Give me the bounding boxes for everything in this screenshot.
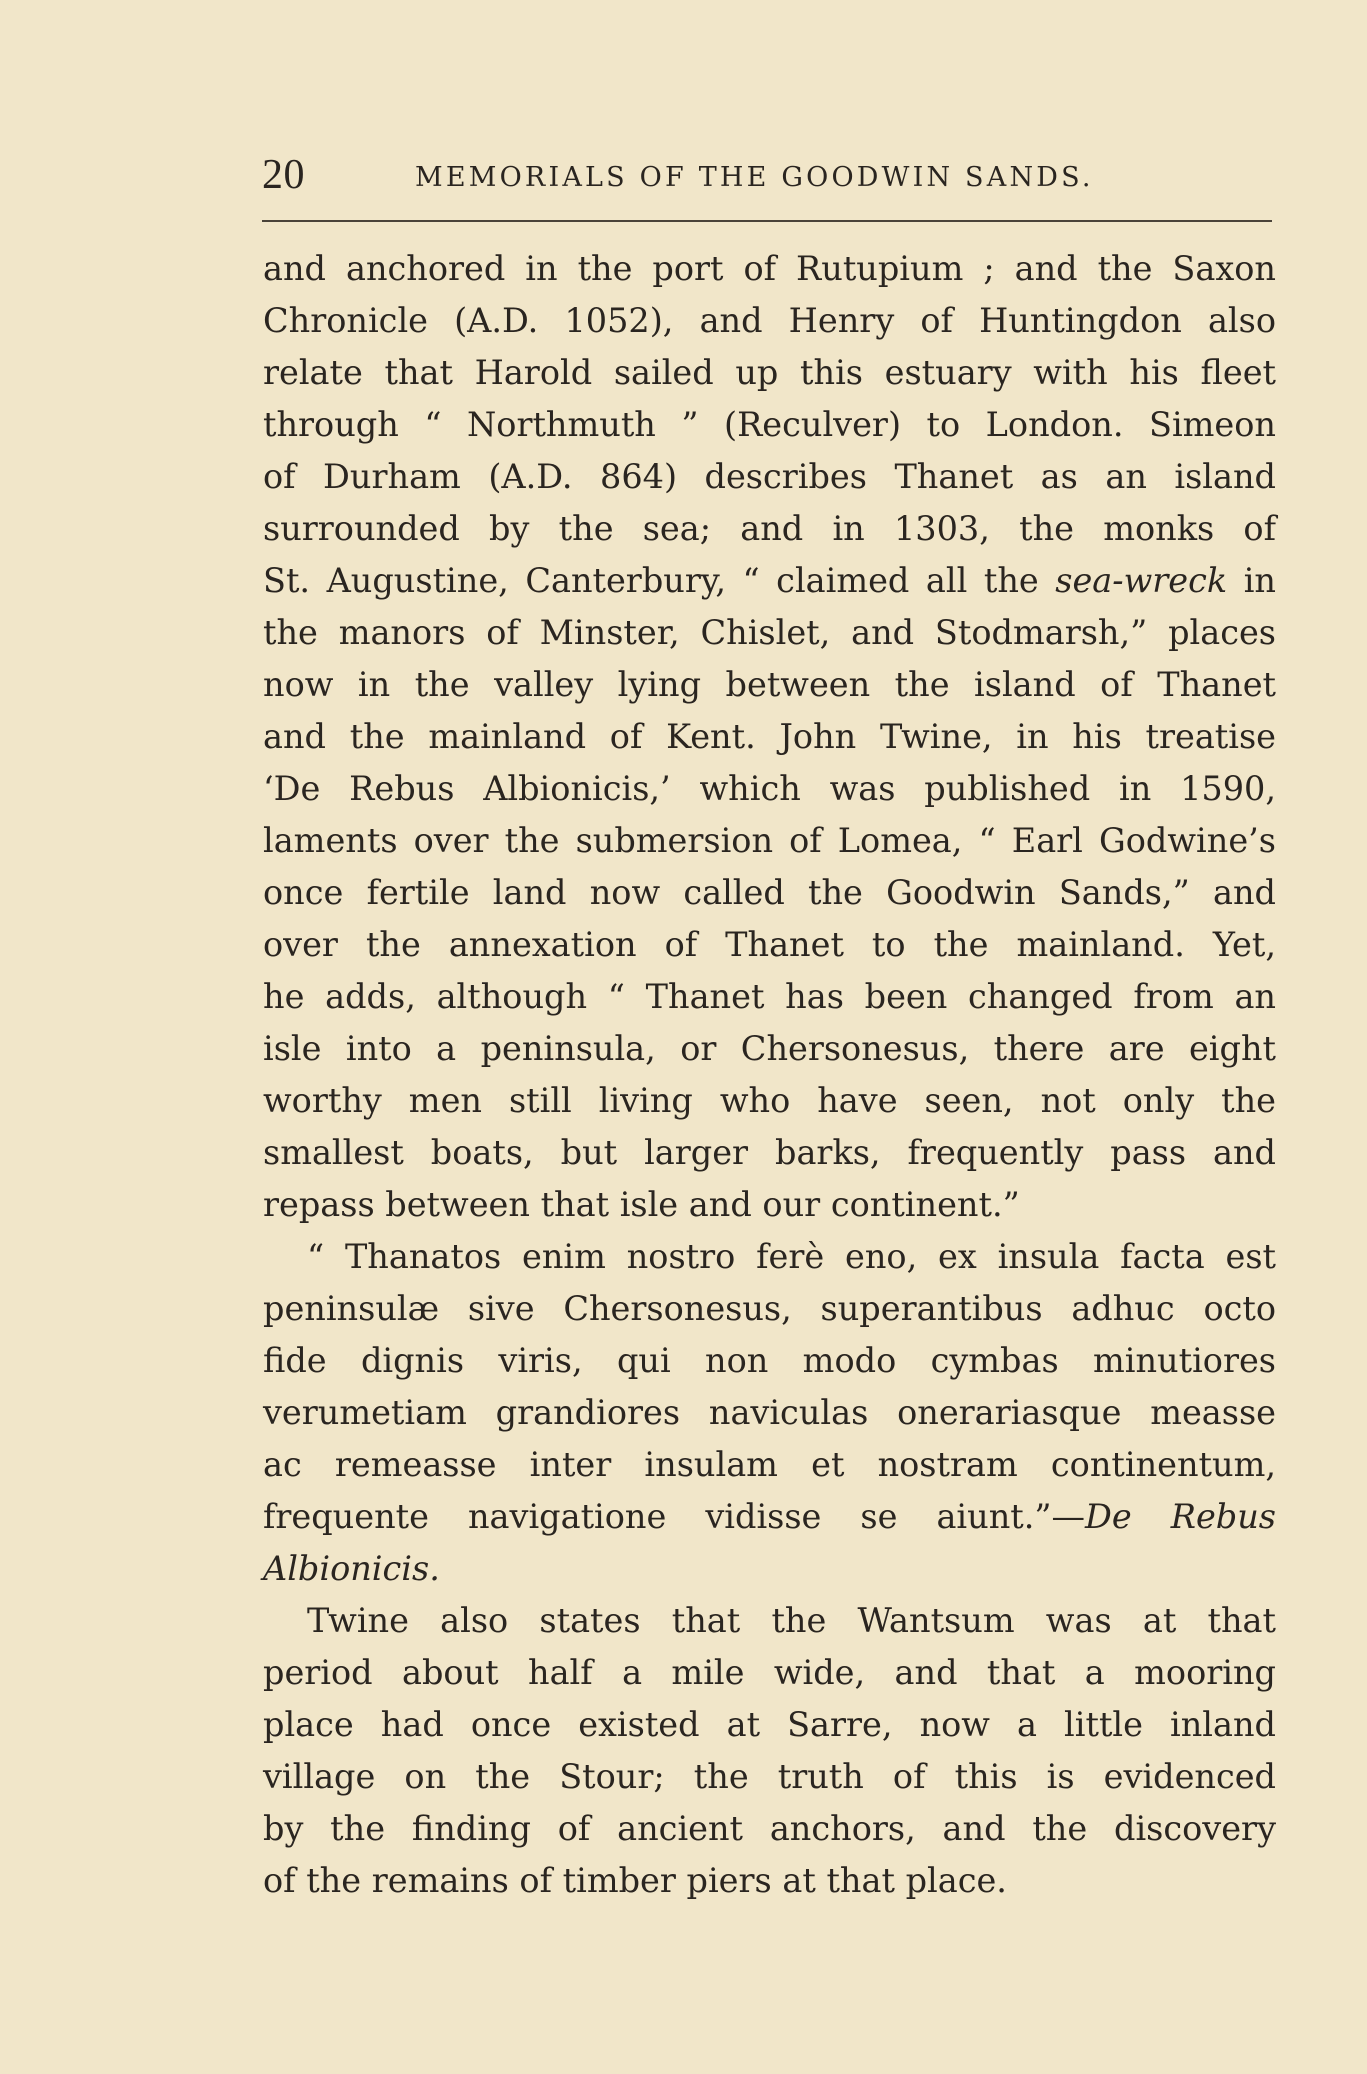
text-line: over the annexation of Thanet to the mainland. Yet, <box>263 925 1276 964</box>
text-line: Twine also states that the Wantsum was at that <box>307 1601 1276 1640</box>
text-line <box>263 1543 1276 1595</box>
text-line: worthy men still living who have seen, not only the <box>263 1081 1276 1120</box>
text-line: surrounded by the sea; and in 1303, the monks of <box>263 509 1276 548</box>
text-line: “ Thanatos enim nostro ferè eno, ex insula facta est <box>307 1237 1276 1276</box>
page-number: 20 <box>262 152 305 198</box>
text-line: fide dignis viris, qui non modo cymbas minutiores <box>263 1341 1276 1380</box>
text-line: isle into a peninsula, or Chersonesus, there are eight <box>263 1029 1276 1068</box>
text-line: frequente navigatione vidisse se aiunt.”—De Rebus <box>263 1497 1276 1536</box>
text-line: verumetiam grandiores naviculas onerariasque measse <box>263 1393 1276 1432</box>
text-line: once fertile land now called the Goodwin Sands,” and <box>263 873 1276 912</box>
citation-title: Albionicis. <box>263 1549 440 1588</box>
italic-term: sea-wreck <box>1055 561 1228 600</box>
text-line: by the finding of ancient anchors, and the discovery <box>263 1809 1276 1848</box>
text-line: through “ Northmuth ” (Reculver) to London. Simeon <box>263 405 1276 444</box>
text-line: the manors of Minster, Chislet, and Stodmarsh,” places <box>263 613 1276 652</box>
text-line: of the remains of timber piers at that place. <box>263 1861 1007 1900</box>
text-line: repass between that isle and our continent.” <box>263 1185 1020 1224</box>
text-line: now in the valley lying between the island of Thanet <box>263 665 1276 704</box>
text-line: ac remeasse inter insulam et nostram continentum, <box>263 1445 1276 1484</box>
text-line: ‘De Rebus Albionicis,’ which was published in 1590, <box>263 769 1276 808</box>
text-line: and the mainland of Kent. John Twine, in his treatise <box>263 717 1276 756</box>
header-rule <box>262 220 1272 222</box>
text-line: peninsulæ sive Chersonesus, superantibus adhuc octo <box>263 1289 1276 1328</box>
text-line: and anchored in the port of Rutupium ; and the Saxon <box>263 249 1276 288</box>
text-line: Chronicle (A.D. 1052), and Henry of Huntingdon also <box>263 301 1276 340</box>
text-line: of Durham (A.D. 864) describes Thanet as an island <box>263 457 1276 496</box>
text-line: relate that Harold sailed up this estuary with his fleet <box>263 353 1276 392</box>
text-line: village on the Stour; the truth of this is evidenced <box>263 1757 1276 1796</box>
citation-title: De Rebus <box>1085 1497 1276 1536</box>
body-text <box>263 243 1276 1907</box>
text-line: period about half a mile wide, and that a mooring <box>263 1653 1276 1692</box>
text-line: he adds, although “ Thanet has been changed from an <box>263 977 1276 1016</box>
running-title: MEMORIALS OF THE GOODWIN SANDS. <box>415 162 1094 193</box>
running-head <box>262 150 1272 210</box>
text-line: place had once existed at Sarre, now a little inland <box>263 1705 1276 1744</box>
text-line: laments over the submersion of Lomea, “ Earl Godwine’s <box>263 821 1276 860</box>
text-line: smallest boats, but larger barks, frequently pass and <box>263 1133 1276 1172</box>
text-line: St. Augustine, Canterbury, “ claimed all the sea-wreck in <box>263 561 1276 600</box>
